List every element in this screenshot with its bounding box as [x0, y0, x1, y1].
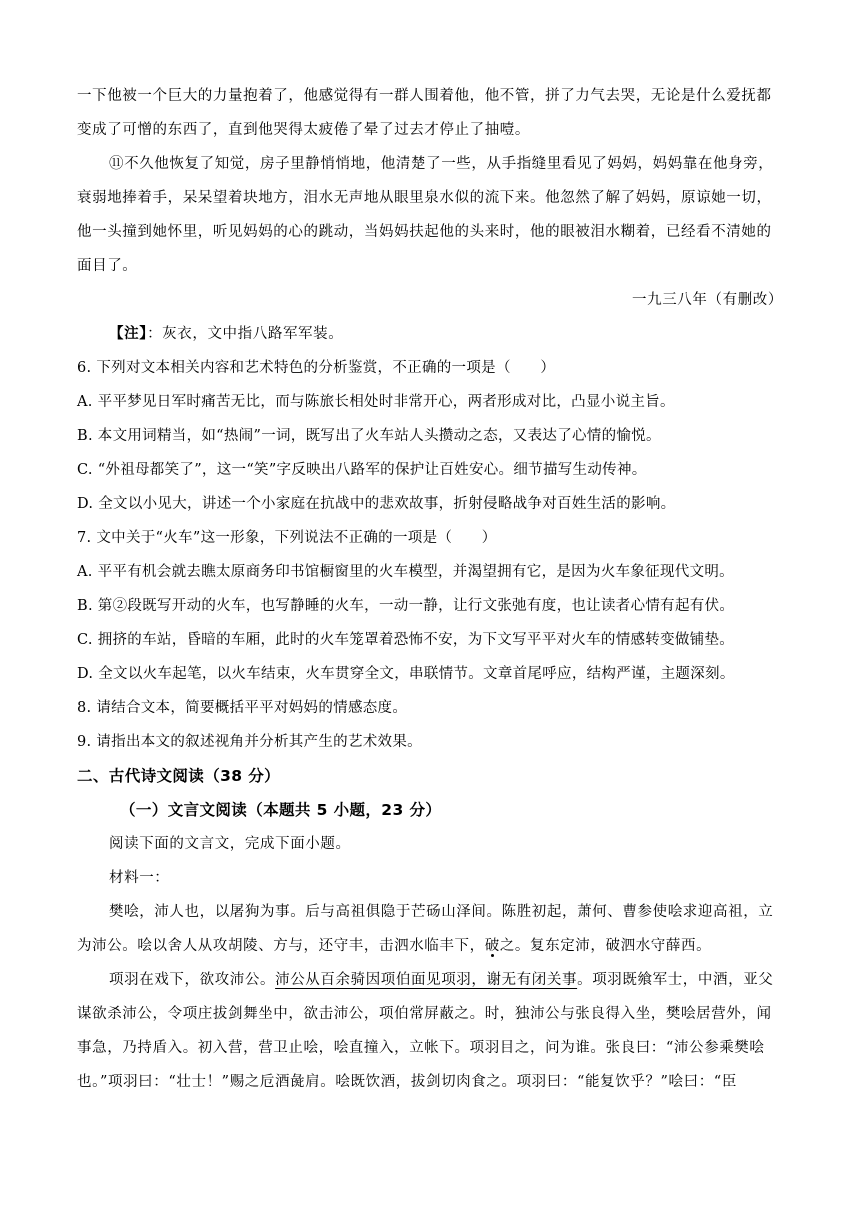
classical-text-line: 项羽在戏下，欲攻沛公。沛公从百余骑因项伯面见项羽，谢无有闭关事。项羽既飨军士，中酒，亚父 — [109, 972, 774, 988]
story-line: 他一头撞到她怀里，听见妈妈的心的跳动，当妈妈扶起他的头来时，他的眼被泪水糊着，已经看不清她的 — [77, 224, 772, 240]
classical-text-line: 樊哙，沛人也，以屠狗为事。后与高祖俱隐于芒砀山泽间。陈胜初起，萧何、曹参使哙求迎高祖，立 — [109, 904, 774, 920]
story-line: 衰弱地捧着手，呆呆望着块地方，泪水无声地从眼里泉水似的流下来。他忽然了解了妈妈，原谅她一切， — [77, 190, 772, 206]
classical-text-line: 谋欲杀沛公，令项庄拔剑舞坐中，欲击沛公，项伯常屏蔽之。时，独沛公与张良得入坐，樊哙居营外，闻 — [77, 1006, 772, 1022]
question-6-option-b: B. 本文用词精当，如“热闹”一词，既写出了火车站人头攒动之态，又表达了心情的愉悦。 — [77, 428, 661, 444]
question-7-option-c: C. 拥挤的车站，昏暗的车厢，此时的火车笼罩着恐怖不安，为下文写平平对火车的情感转变做铺垫。 — [77, 632, 735, 648]
story-line: 面目了。 — [77, 258, 138, 274]
story-paragraph-11: ⑪不久他恢复了知觉，房子里静悄悄地，他清楚了一些，从手指缝里看见了妈妈，妈妈靠在他身旁， — [109, 156, 774, 172]
question-7-option-a: A. 平平有机会就去瞧太原商务印书馆橱窗里的火车模型，并渴望拥有它，是因为火车象征现代文明。 — [77, 564, 734, 580]
question-6-option-a: A. 平平梦见日军时痛苦无比，而与陈旅长相处时非常开心，两者形成对比，凸显小说主旨。 — [77, 394, 675, 410]
instruction-text: 阅读下面的文言文，完成下面小题。 — [109, 836, 351, 852]
question-7-option-d: D. 全文以火车起笔，以火车结束，火车贯穿全文，串联情节。文章首尾呼应，结构严谨，主题深刻。 — [77, 666, 735, 682]
story-line: 一下他被一个巨大的力量抱着了，他感觉得有一群人围着他，他不管，拼了力气去哭，无论是什么爱抚都 — [77, 88, 772, 104]
emphasis-dot-word: 破 — [484, 938, 500, 954]
annotation-note — [109, 317, 783, 351]
question-9: 9. 请指出本文的叙述视角并分析其产生的艺术效果。 — [77, 734, 422, 750]
underlined-sentence: 沛公从百余骑因项伯面见项羽，谢无有闭关事 — [275, 972, 578, 988]
question-6: 6. 下列对文本相关内容和艺术特色的分析鉴赏，不正确的一项是（ ） — [77, 360, 556, 376]
question-8: 8. 请结合文本，简要概括平平对妈妈的情感态度。 — [77, 700, 408, 716]
question-6-option-d: D. 全文以小见大，讲述一个小家庭在抗战中的悲欢故事，折射侵略战争对百姓生活的影响。 — [77, 496, 676, 512]
classical-text-line: 为沛公。哙以舍人从攻胡陵、方与，还守丰，击泗水临丰下，破之。复东定沛，破泗水守薛西。 — [77, 938, 712, 954]
story-line: 变成了可憎的东西了，直到他哭得太疲倦了晕了过去才停止了抽噎。 — [77, 122, 530, 138]
subsection-heading: （一）文言文阅读（本题共 5 小题，23 分） — [120, 801, 442, 819]
source-date: 一九三八年（有删改） — [632, 292, 783, 308]
note-text: ：灰衣，文中指八路军军装。 — [147, 326, 344, 342]
question-7: 7. 文中关于“火车”这一形象，下列说法不正确的一项是（ ） — [77, 530, 497, 546]
material-label: 材料一： — [109, 870, 170, 886]
note-label: 【注】 — [109, 325, 148, 342]
classical-text-line: 也。”项羽曰：“壮士！”赐之卮酒彘肩。哙既饮酒，拔剑切肉食之。项羽曰：“能复饮乎？”哙曰：“臣 — [77, 1074, 737, 1090]
section-heading: 二、古代诗文阅读（38 分） — [77, 767, 281, 785]
question-7-option-b: B. 第②段既写开动的火车，也写静睡的火车，一动一静，让行文张弛有度，也让读者心情有起有伏。 — [77, 598, 735, 614]
classical-text-line: 事急，乃持盾入。初入营，营卫止哙，哙直撞入，立帐下。项羽目之，问为谁。张良曰：“沛公参乘樊哙 — [77, 1040, 765, 1056]
question-6-option-c: C. “外祖母都笑了”，这一“笑”字反映出八路军的保护让百姓安心。细节描写生动传神。 — [77, 462, 647, 478]
